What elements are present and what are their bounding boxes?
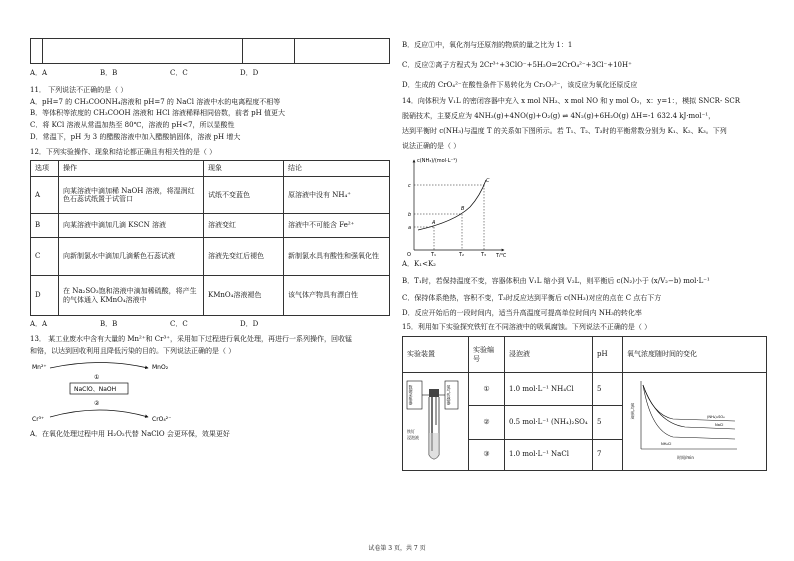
mn2-label: Mn²⁺: [32, 363, 47, 371]
q15-stem: 15．利用如下实验探究铁钉在不同溶液中的吸氧腐蚀。下列说法不正确的是（ ）: [402, 323, 652, 332]
nail-label: 铁钉: [407, 429, 415, 434]
q12-cell: 在 Na₂SO₃饱和溶液中滴加稀硫酸，将产生的气体通入 KMnO₄溶液中: [59, 276, 204, 316]
q12-header-option: 选项: [31, 161, 59, 177]
q14-option-d[interactable]: D．反应开始后的一段时间内，适当升高温度可提高单位时间内 NH₃的转化率: [402, 308, 642, 317]
plot-y-label: 氧气浓度: [630, 403, 636, 419]
q12-cell: 溶液中不可能含 Fe²⁺: [284, 214, 390, 238]
left-column: [30, 0, 390, 438]
series-ammonium-chloride: [643, 385, 735, 439]
q13-option-b[interactable]: B．反应①中，氧化剂与还原剂的物质的量之比为 1：1: [402, 41, 573, 49]
q14-point-c: C: [486, 178, 490, 185]
q12-cell: A: [31, 177, 59, 214]
option-c[interactable]: C．C: [170, 320, 188, 329]
cro4-label: CrO₄²⁻: [152, 415, 172, 423]
q15-header-device: 实验装置: [403, 337, 469, 373]
question-14: [402, 97, 767, 317]
q12-cell: 试纸不变蓝色: [204, 177, 284, 214]
q12-cell: 新制氯水具有酸性和强氧化性: [284, 238, 390, 276]
q12-cell: 溶液变红: [204, 214, 284, 238]
q14-point-b: B: [461, 206, 465, 213]
q14-t2-label: T₂: [459, 252, 465, 258]
q13-stem-line-2: 和铬，以达到回收利用且降低污染的目的。下列说法正确的是（ ）: [30, 346, 236, 355]
solution-label: 浸泡液: [407, 435, 419, 440]
reaction-1-arrow: [50, 362, 148, 368]
q11-option-b[interactable]: B．等体积等浓度的 CH₃COOH 溶液和 HCl 溶液稀释相同倍数，前者 pH 值更大: [30, 109, 285, 118]
q14-y-label: c(NH₃)/(mol·L⁻¹): [417, 158, 458, 165]
q14-curve: [418, 180, 486, 230]
q15-cell: 1.0 mol·L⁻¹ NH₄Cl: [505, 373, 593, 406]
q15-cell: 5: [593, 406, 623, 439]
q12-stem: 12．下列实验操作、现象和结论都正确且有相关性的是（ ）: [30, 147, 217, 156]
q12-cell: 该气体产物具有漂白性: [284, 276, 390, 316]
option-b[interactable]: B．B: [100, 69, 118, 77]
q15-device-cell: [403, 373, 469, 471]
q13-reaction-diagram: [30, 359, 200, 427]
q15-cell: 7: [593, 439, 623, 470]
q12-header-phenomenon: 现象: [204, 161, 284, 177]
q13-option-d[interactable]: D．生成的 CrO₄²⁻在酸性条件下易转化为 Cr₂O₇²⁻，该反应为氧化还原反应: [402, 80, 638, 89]
q14-option-a[interactable]: A．K₁<K₂: [402, 260, 436, 269]
page-footer: 试卷第 3 页，共 7 页: [368, 545, 426, 552]
q12-cell: 原溶液中没有 NH₄⁺: [284, 177, 390, 214]
q14-option-c[interactable]: C．保持体系绝热，容积不变，T₃时反应达到平衡后 c(NH₃)对应的点在 C 点右下方: [402, 293, 662, 302]
question-11: [30, 86, 390, 142]
label-ammonium-chloride: NH₄Cl: [661, 442, 672, 446]
q14-x-label: T/℃: [496, 253, 507, 258]
top-table-cell-4: [295, 39, 390, 64]
q12-cell: 向某溶液中滴加几滴 KSCN 溶液: [59, 214, 204, 238]
q14-option-b[interactable]: B．T₁时，若保持温度不变，容器体积由 V₁L 缩小到 V₂L，则平衡后 c(N₂)小于 (x/V₂−b) mol·L⁻¹: [402, 277, 710, 285]
q13-option-a[interactable]: A．在氧化处理过程中用 H₂O₂代替 NaClO 会更环保，效果更好: [30, 429, 230, 438]
q12-table: [30, 160, 390, 316]
q14-line-1: 14．向体积为 V₁L 的密闭容器中充入 x mol NH₃、x mol NO 和 y mol O₂，x：y=1：，模拟 SNCR- SCR: [402, 97, 740, 106]
table-row: [31, 177, 390, 214]
cr3-label: Cr³⁺: [32, 415, 45, 423]
q15-table: [402, 336, 767, 471]
right-column: [402, 0, 767, 471]
o2-sensor-label: 氧气传感器: [446, 385, 452, 405]
q11-stem: 11． 下列说法不正确的是（ ）: [30, 85, 128, 94]
q15-cell: 1.0 mol·L⁻¹ NaCl: [505, 439, 593, 470]
q12-cell: 向某溶液中滴加稀 NaOH 溶液，将湿润红色石蕊试纸置于试管口: [59, 177, 204, 214]
table-row: [31, 276, 390, 316]
q14-t3-label: T₃: [481, 252, 487, 258]
q12-cell: D: [31, 276, 59, 316]
circle-2-label: ②: [94, 399, 100, 407]
q12-cell: B: [31, 214, 59, 238]
q14-c-label: c: [408, 183, 411, 190]
table-row: [31, 238, 390, 276]
q13-option-c[interactable]: C．反应②离子方程式为 2Cr³⁺+3ClO⁻+5H₂O=2CrO₄²⁻+3Cl⁻+10H⁺: [402, 60, 632, 69]
top-options: [30, 69, 390, 78]
reaction-2-arrow: [50, 410, 148, 417]
q15-cell: ③: [469, 439, 505, 470]
q12-cell: KMnO₄溶液褪色: [204, 276, 284, 316]
q15-header-ph: pH: [593, 337, 623, 373]
q14-line-3: 达到平衡时 c(NH₃)与温度 T 的关系如下图所示。若 T₁、T₂、T₃时的平衡常数分别为 K₁、K₂、K₃。下列: [402, 126, 727, 135]
q15-header-o2: 氧气浓度随时间的变化: [623, 337, 767, 373]
q11-option-d[interactable]: D．常温下，pH 为 3 的醋酸溶液中加入醋酸钠固体，溶液 pH 增大: [30, 132, 241, 141]
q15-plot-cell: [623, 373, 767, 471]
q15-cell: 0.5 mol·L⁻¹ (NH₄)₂SO₄: [505, 406, 593, 439]
q12-header-operation: 操作: [59, 161, 204, 177]
table-row: [31, 214, 390, 238]
q14-line-4: 说法正确的是（ ）: [402, 141, 461, 150]
label-nacl: NaCl: [715, 423, 724, 427]
q14-t1-label: T₁: [431, 252, 437, 258]
plot-x-label: 时间/min: [677, 455, 694, 460]
q15-apparatus: [405, 375, 465, 465]
q15-o2-plot: [625, 375, 745, 465]
option-d[interactable]: D．D: [240, 320, 259, 329]
question-13: [30, 335, 390, 438]
top-table-cell-1: [31, 39, 43, 64]
mno2-label: MnO₂: [152, 363, 169, 371]
q15-cell: 5: [593, 373, 623, 406]
q12-cell: 溶液先变红后褪色: [204, 238, 284, 276]
q15-header-number: 实验编号: [469, 337, 505, 373]
table-row: [403, 373, 767, 406]
option-b[interactable]: B．B: [100, 320, 118, 329]
q15-header-solution: 浸泡液: [505, 337, 593, 373]
reagent-label: NaClO、NaOH: [74, 385, 117, 393]
q15-cell: ②: [469, 406, 505, 439]
q12-cell: 向新制氯水中滴加几滴紫色石蕊试液: [59, 238, 204, 276]
question-12: [30, 148, 390, 330]
q12-header-conclusion: 结论: [284, 161, 390, 177]
q14-a-label: a: [408, 225, 412, 232]
circle-1-label: ①: [94, 373, 100, 381]
q14-point-a: A: [432, 220, 436, 227]
q12-options: [30, 320, 390, 329]
question-15: [402, 323, 767, 471]
q14-b-label: b: [408, 212, 412, 219]
top-table-cell-3: [243, 39, 295, 64]
q12-cell: C: [31, 238, 59, 276]
q15-cell: ①: [469, 373, 505, 406]
q13-stem-line-1: 13． 某工业废水中含有大量的 Mn²⁺和 Cr³⁺，采用如下过程进行氧化处理，再进行一系列操作，回收锰: [30, 335, 352, 343]
option-a[interactable]: A．A: [30, 320, 48, 329]
solution-level: [429, 433, 439, 459]
stopper: [429, 389, 439, 397]
q14-origin-label: O: [407, 252, 411, 258]
q14-graph: [404, 152, 514, 257]
option-d[interactable]: D．D: [240, 69, 259, 77]
top-table-cell-2: [43, 39, 243, 64]
q11-option-c[interactable]: C．将 KCl 溶液从常温加热至 80℃，溶液的 pH<7，所以显酸性: [30, 121, 235, 129]
option-c[interactable]: C．C: [170, 69, 188, 77]
q14-line-2: 脱硝技术，主要反应为 4NH₃(g)+4NO(g)+O₂(g) ⇌ 4N₂(g)+6H₂O(g) ΔH=-1 632.4 kJ·mol⁻¹，: [402, 112, 716, 120]
option-a[interactable]: A．A: [30, 69, 48, 77]
top-answer-table: [30, 38, 390, 64]
q11-option-a[interactable]: A．pH=7 的 CH₃COONH₄溶液和 pH=7 的 NaCl 溶液中水的电离程度不相等: [30, 97, 281, 106]
data-collector-label: 数据采集器: [408, 385, 414, 405]
label-ammonium-sulfate: (NH₄)₂SO₄: [707, 415, 725, 419]
